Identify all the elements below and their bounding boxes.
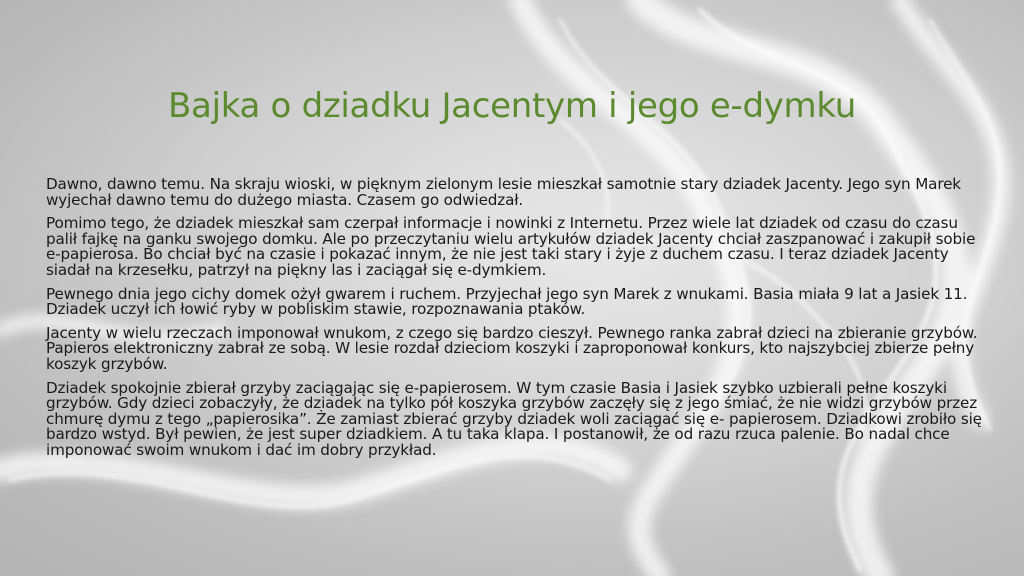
paragraph-1: Dawno, dawno temu. Na skraju wioski, w pięknym zielonym lesie mieszkał samotnie stary dziadek Jacenty. Jego syn Marek wyjechał dawno temu do dużego miasta. Czasem go odwiedzał. xyxy=(46,175,961,209)
paragraph-3: Pewnego dnia jego cichy domek ożył gwarem i ruchem. Przyjechał jego syn Marek z wnukami. Basia miała 9 lat a Jasiek 11. Dziadek uczył ich łowić ryby w pobliskim stawie, rozpoznawania ptaków. xyxy=(46,284,968,319)
paragraph-2: Pomimo tego, że dziadek mieszkał sam czerpał informacje i nowinki z Internetu. Przez wiele lat dziadek od czasu do czasu palił fajkę na ganku swojego domku. Ale po przeczytaniu wielu artykułów dziadek Jacenty chciał zaszpanować i zakupił sobie e-papierosa. Bo chciał być na czasie i pokazać innym, że nie jest taki stary i żyje z duchem czasu. I teraz dziadek Jacenty siadał na krzesełku, patrzył na piękny las i zaciągał się e-dymkiem. xyxy=(46,214,976,279)
paragraph-5: Dziadek spokojnie zbierał grzyby zaciągając się e-papierosem. W tym czasie Basia i Jasiek szybko uzbierali pełne koszyki grzybów. Gdy dzieci zobaczyły, że dziadek na tylko pół koszyka grzybów zaczęły się z jego śmiać, że nie widzi grzybów przez chmurę dymu z tego „papierosika”. Że zamiast zbierać grzyby dziadek woli zaciągać się e- papierosem. Dziadkowi zrobiło się bardzo wstyd. Był pewien, że jest super dziadkiem. A tu taka klapa. I postanowił, że od razu rzuca palenie. Bo nadal chce imponować swoim wnukom i dać im dobry przykład. xyxy=(46,378,982,459)
paragraph-4: Jacenty w wielu rzeczach imponował wnukom, z czego się bardzo cieszył. Pewnego ranka zabrał dzieci na zbieranie grzybów. Papieros elektroniczny zabrał ze sobą. W lesie rozdał dzieciom koszyki i zaproponował konkurs, kto najszybciej zbierze pełny koszyk grzybów. xyxy=(46,323,978,373)
story-text xyxy=(46,177,986,467)
slide-title: Bajka o dziadku Jacentym i jego e-dymku xyxy=(168,86,856,126)
